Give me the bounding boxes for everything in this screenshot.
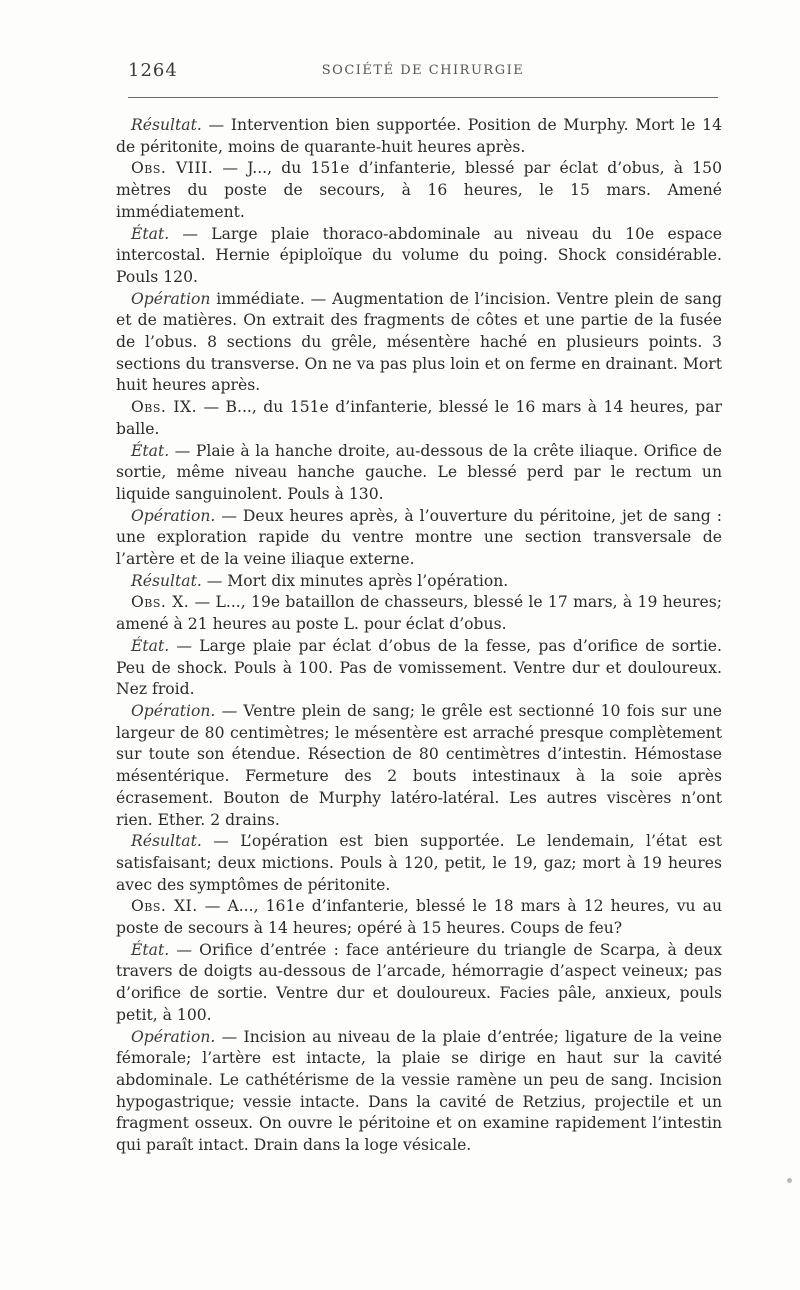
paragraph-lead: Résultat. <box>131 571 202 590</box>
paragraph <box>116 506 722 571</box>
paragraph-text: — L’opération est bien supportée. Le lendemain, l’état est satisfaisant; deux mictions. Pouls à 120, petit, le 19, gaz; mort à 19 heures avec des symptômes de péritonite. <box>116 832 722 894</box>
paragraph <box>116 224 722 289</box>
paragraph-lead: Opération. <box>131 701 216 720</box>
paragraph-text: — Ventre plein de sang; le grêle est sectionné 10 fois sur une largeur de 80 centimètres; le mésentère est arraché presque complètement sur toute son étendue. Résection de 80 centimètres d’intestin. Hémostase mésentérique. Fermeture des 2 bouts intestinaux à la soie après écrasement. Bouton de Murphy latéro-latéral. Les autres viscères n’ont rien. Ether. 2 drains. <box>116 701 722 829</box>
paragraph-text: — Orifice d’entrée : face antérieure du triangle de Scarpa, à deux travers de doigts au-dessous de l’arcade, hémorragie d’aspect veineux; pas d’orifice de sortie. Ventre dur et douloureux. Facies pâle, anxieux, pouls petit, à 100. <box>116 940 722 1024</box>
paragraph <box>116 441 722 506</box>
paragraph-lead: État. <box>131 940 170 959</box>
paragraph <box>116 636 722 701</box>
paragraph-lead: Obs. XI. <box>131 897 198 916</box>
paragraph-text: — Plaie à la hanche droite, au-dessous de la crête iliaque. Orifice de sortie, même niveau hanche gauche. Le blessé perd par le rectum un liquide sanguinolent. Pouls à 130. <box>116 441 722 503</box>
paragraph-text: — Mort dix minutes après l’opération. <box>201 571 509 590</box>
body-text <box>116 115 722 1157</box>
running-head: SOCIÉTÉ DE CHIRURGIE <box>321 63 525 78</box>
paragraph-text: — Incision au niveau de la plaie d’entrée; ligature de la veine fémorale; l’artère est intacte, la plaie se dirige en haut sur la cavité abdominale. Le cathétérisme de la vessie ramène un peu de sang. Incision hypogastrique; vessie intacte. Dans la cavité de Retzius, projectile et un fragment osseux. On ouvre le péritoine et on examine rapidement l’intestin qui paraît intact. Drain dans la loge vésicale. <box>116 1027 722 1155</box>
paragraph-text: — Large plaie par éclat d’obus de la fesse, pas d’orifice de sortie. Peu de shock. Pouls à 100. Pas de vomissement. Ventre dur et douloureux. Nez froid. <box>116 636 722 699</box>
paragraph <box>116 1027 722 1157</box>
paragraph-lead: Obs. X. <box>131 593 190 612</box>
paragraph-lead: Opération. <box>131 1027 216 1046</box>
paragraph-text: — Deux heures après, à l’ouverture du péritoine, jet de sang : une exploration rapide du ventre montre une section transversale de l’artère et de la veine iliaque externe. <box>116 506 722 569</box>
paragraph-text: — L..., 19e bataillon de chasseurs, blessé le 17 mars, à 19 heures; amené à 21 heures au poste L. pour éclat d’obus. <box>116 593 722 634</box>
paragraph <box>116 397 722 440</box>
paragraph-lead: État. <box>131 636 170 655</box>
paragraph-text: immédiate. — Augmentation de l’incision. Ventre plein de sang et de matières. On extrait des fragments de côtes et une partie de la fusée de l’obus. 8 sections du grêle, mésentère haché en plusieurs points. 3 sections du transverse. On ne va pas plus loin et on ferme en drainant. Mort huit heures après. <box>116 289 722 395</box>
paragraph-lead: État. <box>131 441 170 460</box>
paragraph-lead: Obs. IX. <box>131 398 198 417</box>
page-number: 1264 <box>128 60 178 81</box>
paragraph <box>116 158 722 223</box>
paragraph <box>116 831 722 896</box>
paragraph <box>116 289 722 398</box>
paragraph-text: — J..., du 151e d’infanterie, blessé par éclat d’obus, à 150 mètres du poste de secours, à 16 heures, le 15 mars. Amené immédiatement. <box>116 159 722 221</box>
paragraph <box>116 896 722 939</box>
paragraph <box>116 940 722 1027</box>
page-header <box>128 60 718 86</box>
paragraph-lead: Résultat. <box>131 832 202 851</box>
paragraph <box>116 571 722 593</box>
paragraph <box>116 115 722 158</box>
ink-speck <box>468 309 470 311</box>
paragraph-lead: Opération <box>131 289 211 308</box>
paragraph <box>116 592 722 635</box>
ink-speck <box>787 1178 792 1183</box>
paragraph <box>116 701 722 831</box>
paragraph-lead: Résultat. <box>131 116 202 134</box>
paragraph-text: — Intervention bien supportée. Position de Murphy. Mort le 14 de péritonite, moins de quarante-huit heures après. <box>116 116 722 156</box>
paragraph-text: — B..., du 151e d’infanterie, blessé le 16 mars à 14 heures, par balle. <box>116 398 722 438</box>
paragraph-lead: Opération. <box>131 506 216 525</box>
paragraph-text: — A..., 161e d’infanterie, blessé le 18 mars à 12 heures, vu au poste de secours à 14 heures; opéré à 15 heures. Coups de feu? <box>116 897 722 938</box>
paragraph-text: — Large plaie thoraco-abdominale au niveau du 10e espace intercostal. Hernie épiploïque du volume du poing. Shock considérable. Pouls 120. <box>116 224 722 286</box>
paragraph-lead: Obs. VIII. <box>131 159 214 178</box>
paragraph-lead: État. <box>131 224 170 243</box>
header-rule <box>128 97 718 98</box>
